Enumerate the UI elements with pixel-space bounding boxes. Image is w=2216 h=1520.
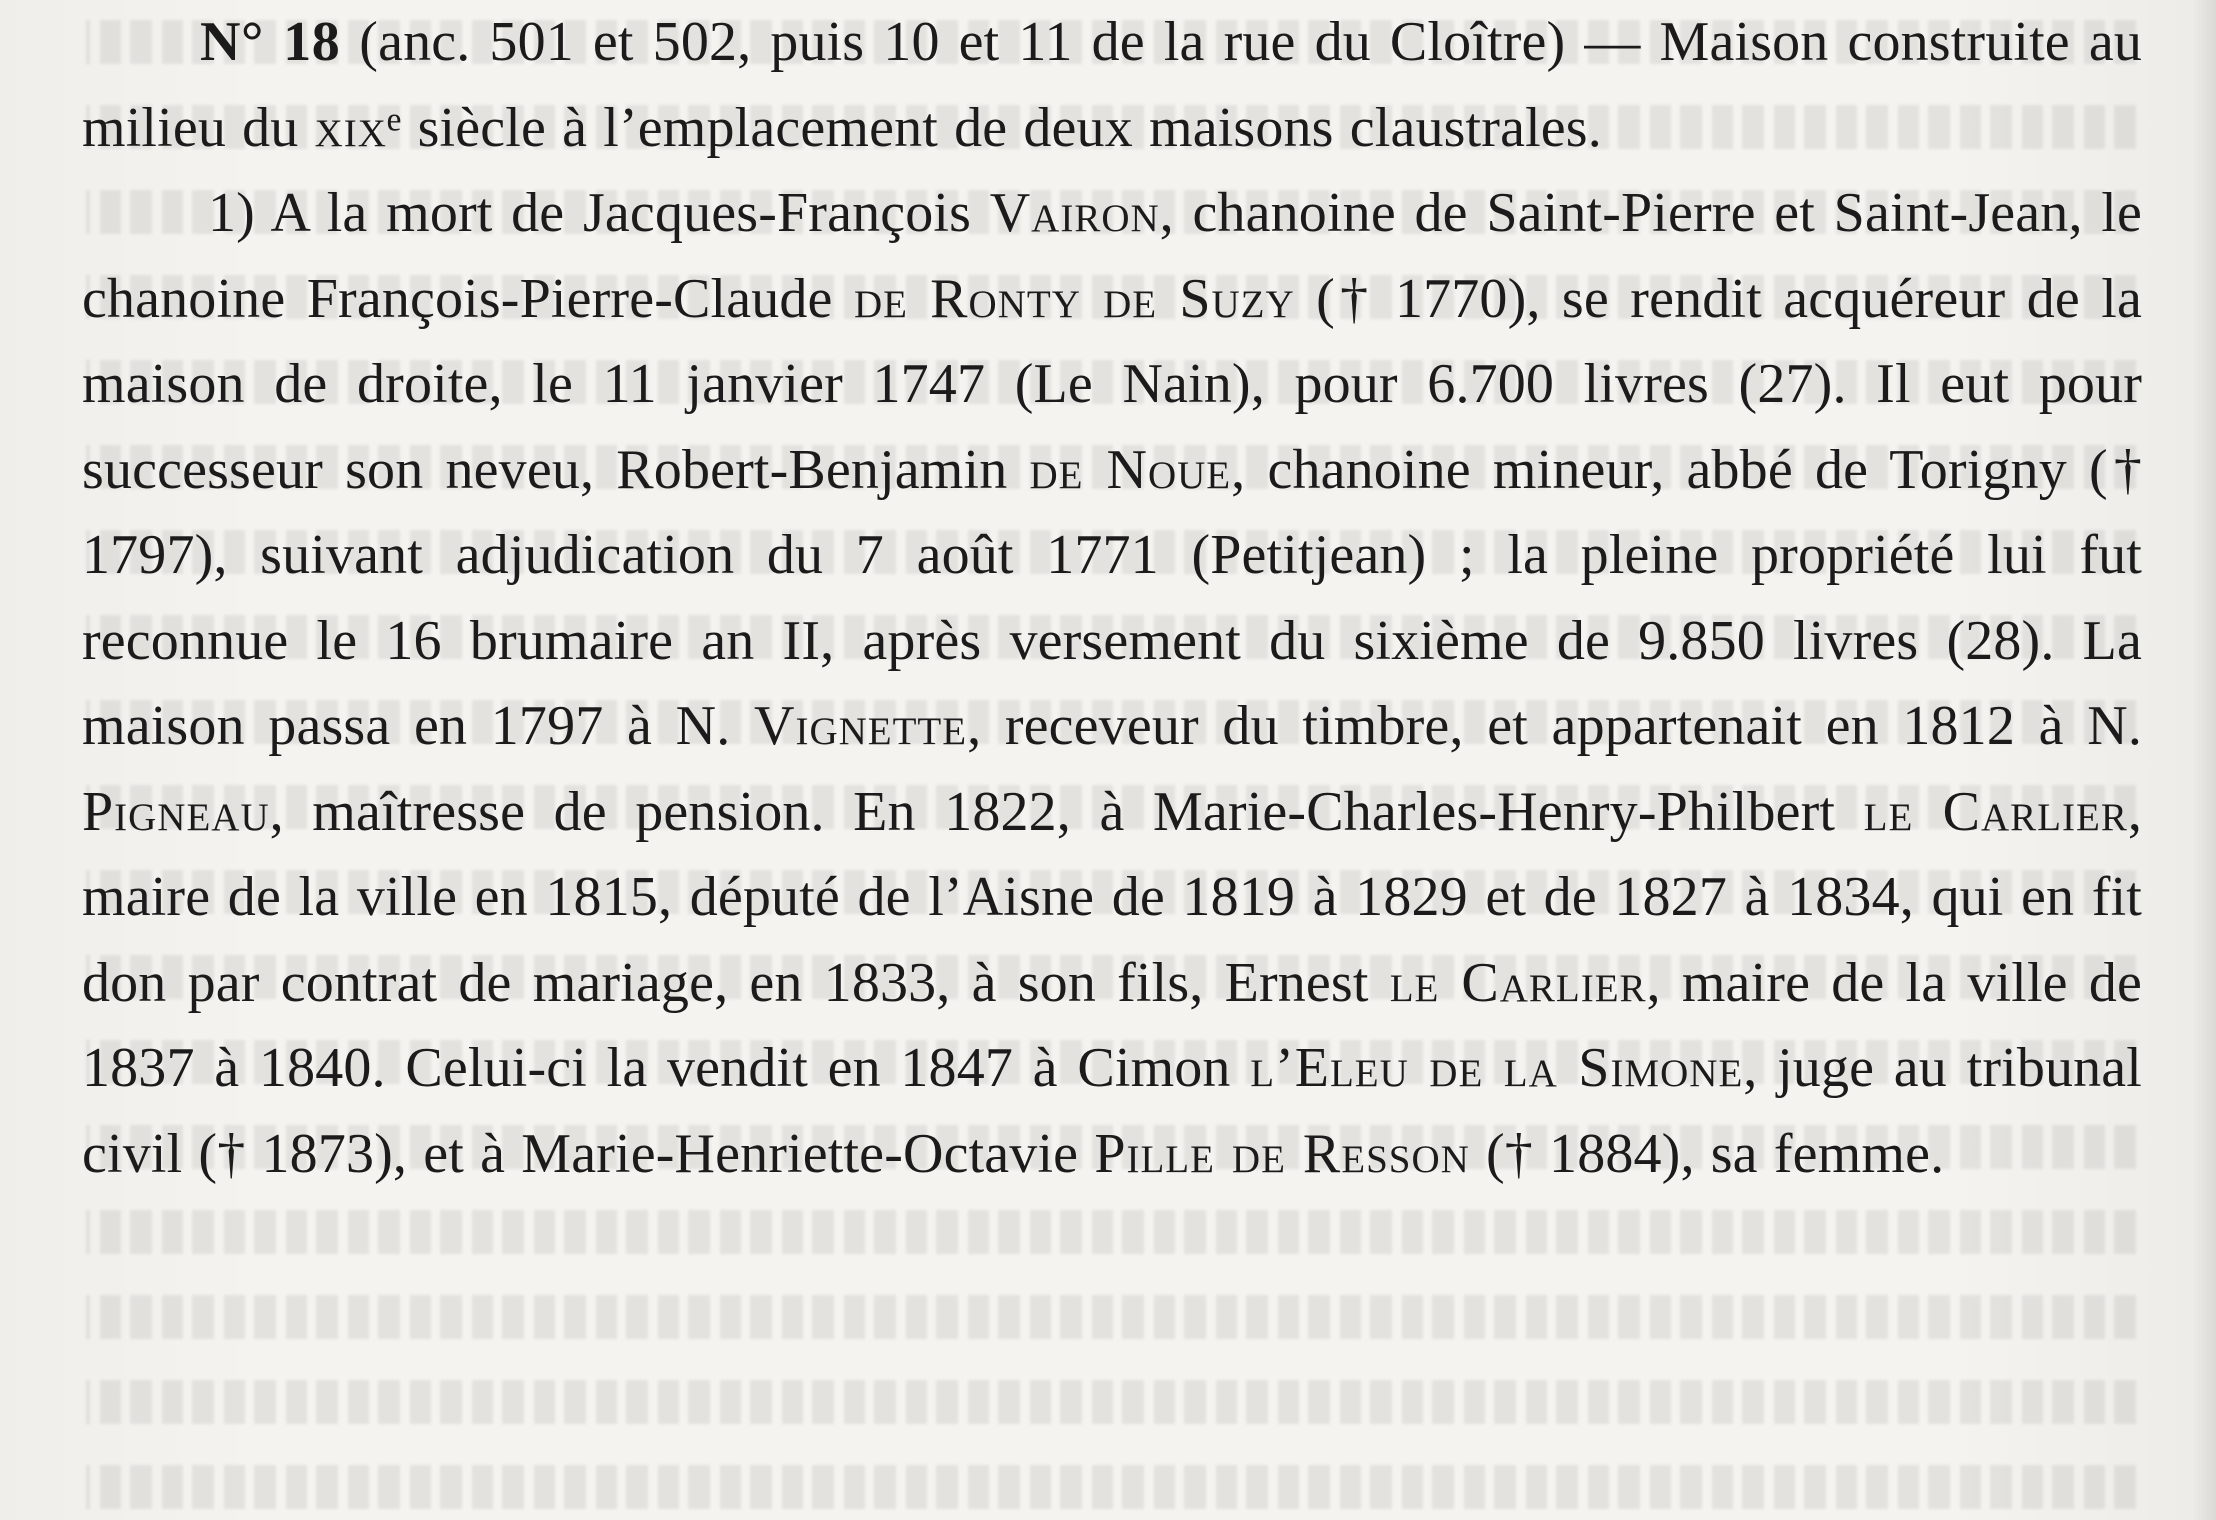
- small-caps-name: de Noue: [1029, 438, 1232, 501]
- page-edge-shadow: [2192, 0, 2216, 1520]
- text-run: († 1770), se rendit acquéreur de la maison de droite, le 11 janvier 1747 (Le Nain), pour 6.700 livres (27). Il eut pour successeur son neveu, Robert-Benjamin: [82, 267, 2142, 501]
- small-caps-name: le Carlier: [1863, 780, 2128, 843]
- small-caps-name: Vignette: [754, 695, 968, 757]
- text-run: 1) A la mort de Jacques-François: [208, 182, 990, 244]
- text-run: (anc. 501 et 502, puis 10 et 11 de la rue du Cloître) — Maison construite au milieu du: [82, 11, 2142, 159]
- small-caps-name: le Carlier: [1389, 951, 1647, 1014]
- text-run: , receveur du timbre, et appartenait en 1812 à N.: [967, 695, 2142, 757]
- small-caps-name: l’Eleu de la Simone: [1250, 1037, 1744, 1099]
- house-entry-heading-paragraph: [82, 0, 2142, 171]
- text-run: ᵉ siècle à l’emplacement de deux maisons claustrales.: [386, 96, 1602, 159]
- text-run: , maîtresse de pension. En 1822, à Marie-Charles-Henry-Philbert: [269, 780, 1864, 843]
- small-caps-name: xix: [314, 96, 387, 159]
- document-body: [82, 0, 2142, 1197]
- entry-number: N° 18: [200, 11, 341, 73]
- small-caps-name: de Ronty de Suzy: [853, 267, 1295, 330]
- small-caps-name: Pille de Resson: [1094, 1122, 1470, 1185]
- text-run: († 1884), sa femme.: [1469, 1122, 1945, 1185]
- text-run: , juge au tribunal civil († 1873), et à Marie-Henriette-Octavie: [82, 1037, 2142, 1185]
- small-caps-name: Pigneau: [82, 780, 270, 843]
- text-run: , maire de la ville en 1815, député de l’Aisne de 1819 à 1829 et de 1827 à 1834, qui en fit don par contrat de mariage, en 1833, à son fils, Ernest: [82, 780, 2142, 1014]
- text-run: , chanoine de Saint-Pierre et Saint-Jean, le chanoine François-Pierre-Claude: [82, 182, 2142, 330]
- text-run: , chanoine mineur, abbé de Torigny († 1797), suivant adjudication du 7 août 1771 (Petitjean) ; la pleine propriété lui fut reconnue le 16 brumaire an II, après versement du sixième de 9.850 livres (28). La maison passa en 1797 à N.: [82, 438, 2142, 757]
- small-caps-name: Vairon: [989, 182, 1160, 244]
- ownership-history-paragraph: [82, 171, 2142, 1197]
- text-run: , maire de la ville de 1837 à 1840. Celui-ci la vendit en 1847 à Cimon: [82, 951, 2142, 1099]
